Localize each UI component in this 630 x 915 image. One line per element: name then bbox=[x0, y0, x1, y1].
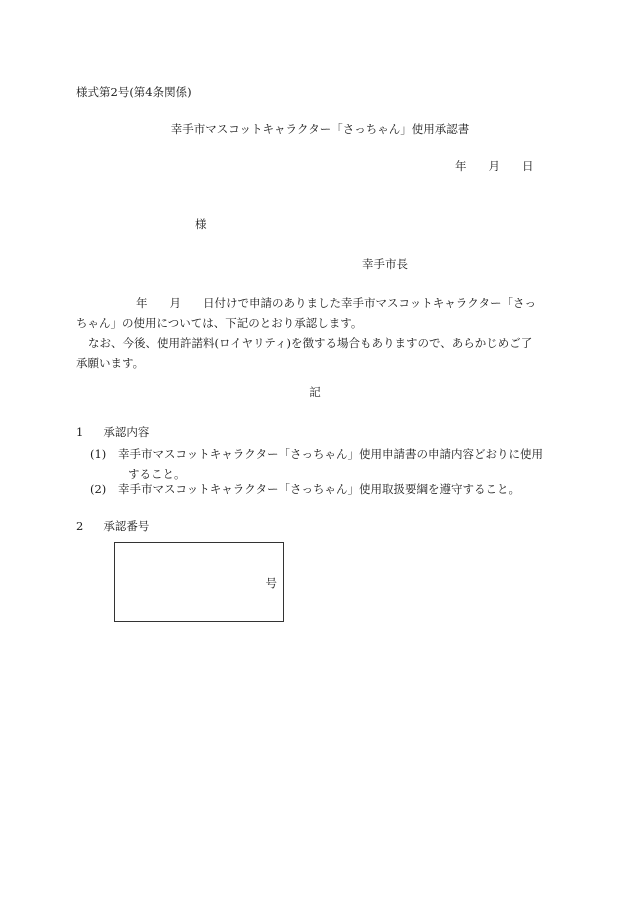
ki-heading: 記 bbox=[309, 385, 321, 399]
body-line-1 bbox=[76, 293, 556, 313]
section-2-number: 2 bbox=[76, 519, 84, 533]
form-number: 様式第2号(第4条関係) bbox=[76, 85, 192, 99]
section-1-heading bbox=[76, 426, 149, 440]
body-line-4: 承願います。 bbox=[76, 356, 145, 370]
item-text-line-1: 幸手市マスコットキャラクター「さっちゃん」使用取扱要綱を遵守すること。 bbox=[118, 482, 521, 496]
body-line-2: ちゃん」の使用については、下記のとおり承認します。 bbox=[76, 316, 363, 330]
item-text-line-2-text: すること。 bbox=[128, 467, 186, 481]
body-paragraph bbox=[76, 293, 556, 373]
item-text-line-1: 幸手市マスコットキャラクター「さっちゃん」使用申請書の申請内容どおりに使用 bbox=[118, 447, 544, 461]
item-number: (2) bbox=[90, 482, 107, 496]
body-month-label: 月 bbox=[169, 296, 181, 310]
body-line-1-text: 日付けで申請のありました幸手市マスコットキャラクター「さっ bbox=[203, 296, 537, 310]
section-1-title: 承認内容 bbox=[103, 425, 150, 439]
section-1-item-2 bbox=[90, 483, 520, 497]
section-1-number: 1 bbox=[76, 425, 84, 439]
number-suffix: 号 bbox=[265, 576, 277, 590]
issuer-name: 幸手市長 bbox=[362, 257, 408, 271]
section-1-item-1 bbox=[90, 444, 543, 484]
year-label: 年 bbox=[455, 159, 467, 173]
section-2-title: 承認番号 bbox=[103, 519, 150, 533]
approval-number-box bbox=[114, 542, 284, 622]
addressee-suffix: 様 bbox=[195, 217, 207, 231]
section-2-heading bbox=[76, 520, 149, 534]
month-label: 月 bbox=[488, 159, 500, 173]
body-year-label: 年 bbox=[136, 296, 148, 310]
item-text-line-2 bbox=[90, 464, 543, 484]
item-number: (1) bbox=[90, 447, 107, 461]
day-label: 日 bbox=[522, 159, 534, 173]
document-title: 幸手市マスコットキャラクター「さっちゃん」使用承認書 bbox=[170, 122, 470, 136]
issue-date bbox=[455, 160, 534, 174]
body-line-3: なお、今後、使用許諾料(ロイヤリティ)を徴する場合もありますので、あらかじめご了 bbox=[88, 336, 533, 350]
